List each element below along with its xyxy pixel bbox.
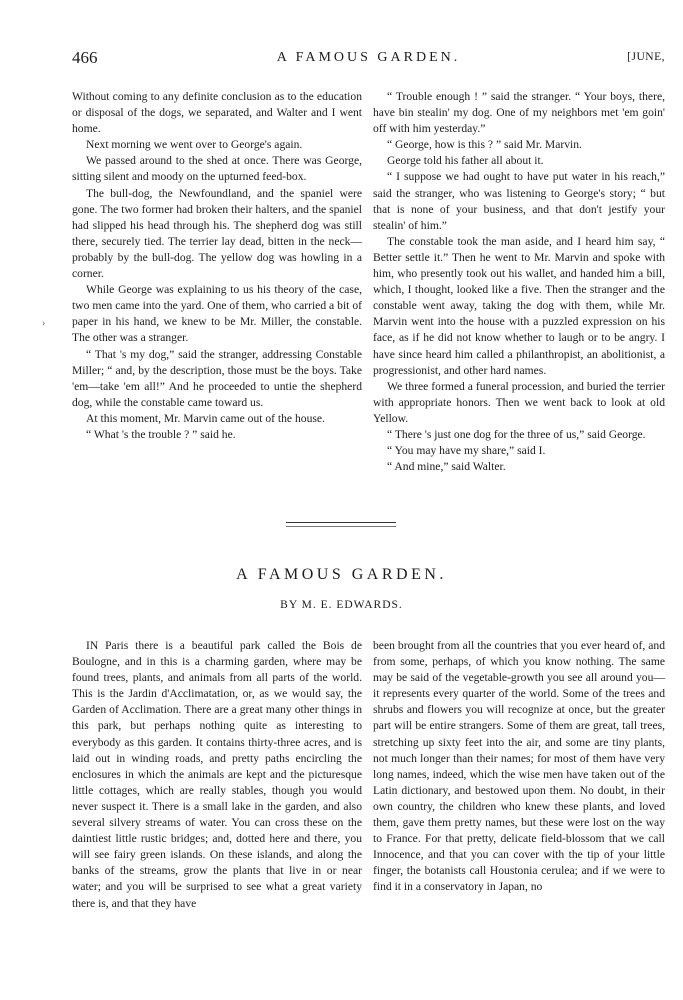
story-paragraph: While George was explaining to us his theory of the case, two men came into the yard. One of them, who carried a bit of paper in his hand, we knew to be Mr. Miller, the constable. The other was a stranger. bbox=[72, 283, 362, 345]
article-byline: BY M. E. EDWARDS. bbox=[280, 599, 403, 611]
story-paragraph: “ You may have my share,” said I. bbox=[387, 444, 546, 458]
article-column-right bbox=[373, 638, 665, 896]
story-paragraph: “ I suppose we had ought to have put water in his reach,” said the stranger, who was listening to George's story; “ but that is none of your business, and that don't jestify your stealin' of him.” bbox=[373, 170, 665, 232]
story-paragraph: We three formed a funeral procession, and buried the terrier with appropriate honors. Then we went back to look at old Yellow. bbox=[373, 379, 665, 425]
article-paragraph: been brought from all the countries that you ever heard of, and from some, perhaps, of which you know nothing. The same may be said of the vegetable-growth you see all around you—it represents every quarter of the world. Some of the trees and shrubs and flowers you will recognize at once, but the greater part will be entire strangers. Some of them are great, tall trees, stretching up sixty feet into the air, and some are tiny plants, not much longer than their names; for most of them have very long names, indeed, which the wise men have taken out of the Latin dictionary, and bestowed upon them. No doubt, in their own country, the children who knew these plants, and loved them, gave them pretty names, but these were lost on the way to France. For that pretty, delicate field-blossom that we call Innocence, and that you can cover with the tip of your little finger, the botanists call Houstonia cerulea; and if we were to find it in a conservatory in Japan, no bbox=[373, 639, 665, 894]
story-column-left bbox=[72, 89, 362, 443]
story-paragraph: Without coming to any definite conclusion as to the education or disposal of the dogs, we separated, and Walter and I went home. bbox=[72, 90, 362, 136]
story-paragraph: “ There 's just one dog for the three of us,” said George. bbox=[387, 427, 646, 441]
story-paragraph: “ What 's the trouble ? ” said he. bbox=[86, 427, 236, 441]
article-column-left bbox=[72, 638, 362, 912]
story-paragraph: At this moment, Mr. Marvin came out of the house. bbox=[86, 411, 325, 425]
running-month: [JUNE, bbox=[627, 51, 665, 63]
article-paragraph: IN Paris there is a beautiful park called the Bois de Boulogne, and in this is a charming garden, where may be found trees, plants, and animals from all parts of the world. This is the Jardin d'Acclimatation, or, as we would say, the Garden of Acclimation. There are a great many other things in this park, but perhaps nothing quite as interesting to everybody as this garden. It contains thirty-three acres, and is laid out in winding roads, and pretty paths encircling the enclosures in which the animals are kept and the picturesque little cottages, which are really stables, though you would never suspect it. There is a small lake in the garden, and also several silvery streams of water. You can cross these on the daintiest little rustic bridges; and, dotted here and there, you will see fairy green islands. On these islands, and along the banks of the streams, grow the plants that live in or near water; and you will be surprised to see what a great variety there is, and that they have bbox=[72, 639, 362, 910]
story-column-right bbox=[373, 89, 665, 475]
story-paragraph: The bull-dog, the Newfoundland, and the spaniel were gone. The two former had broken their halters, and the spaniel had slipped his head through his. The shepherd dog was still there, securely tied. The terrier lay dead, bitten in the neck—probably by the bull-dog. The yellow dog was howling in a corner. bbox=[72, 186, 362, 281]
story-paragraph: Next morning we went over to George's again. bbox=[86, 138, 303, 152]
section-divider bbox=[286, 522, 396, 527]
story-paragraph: “ That 's my dog,” said the stranger, addressing Constable Miller; “ and, by the description, those must be the boys. Take 'em—take 'em all!” And he proceeded to untie the shepherd dog, while the constable came toward us. bbox=[72, 347, 362, 409]
margin-mark: › bbox=[42, 318, 46, 329]
story-paragraph: “ Trouble enough ! ” said the stranger. “ Your boys, there, have bin stealin' my dog. One of my neighbors met 'em goin' off with him yesterday.” bbox=[373, 90, 665, 136]
story-paragraph: “ George, how is this ? ” said Mr. Marvin. bbox=[387, 138, 582, 152]
running-title: A FAMOUS GARDEN. bbox=[276, 50, 461, 65]
story-paragraph: The constable took the man aside, and I heard him say, “ Better settle it.” Then he went to Mr. Marvin and spoke with him, who presently took out his wallet, and handed him a bill, which, I thought, looked like a five. Then the stranger and the constable went away, taking the dog with them, while Mr. Marvin went into the house with a puzzled expression on his face, as if he did not know whether to laugh or to be angry. I have since heard him called a philanthropist, an abolitionist, a progressionist, and other hard names. bbox=[373, 234, 665, 377]
page-number: 466 bbox=[72, 48, 98, 67]
story-paragraph: George told his father all about it. bbox=[387, 154, 544, 168]
story-paragraph: We passed around to the shed at once. There was George, sitting silent and moody on the upturned feed-box. bbox=[72, 154, 362, 184]
running-head bbox=[72, 48, 665, 70]
story-paragraph: “ And mine,” said Walter. bbox=[387, 460, 506, 474]
article-title: A FAMOUS GARDEN. bbox=[236, 566, 447, 583]
